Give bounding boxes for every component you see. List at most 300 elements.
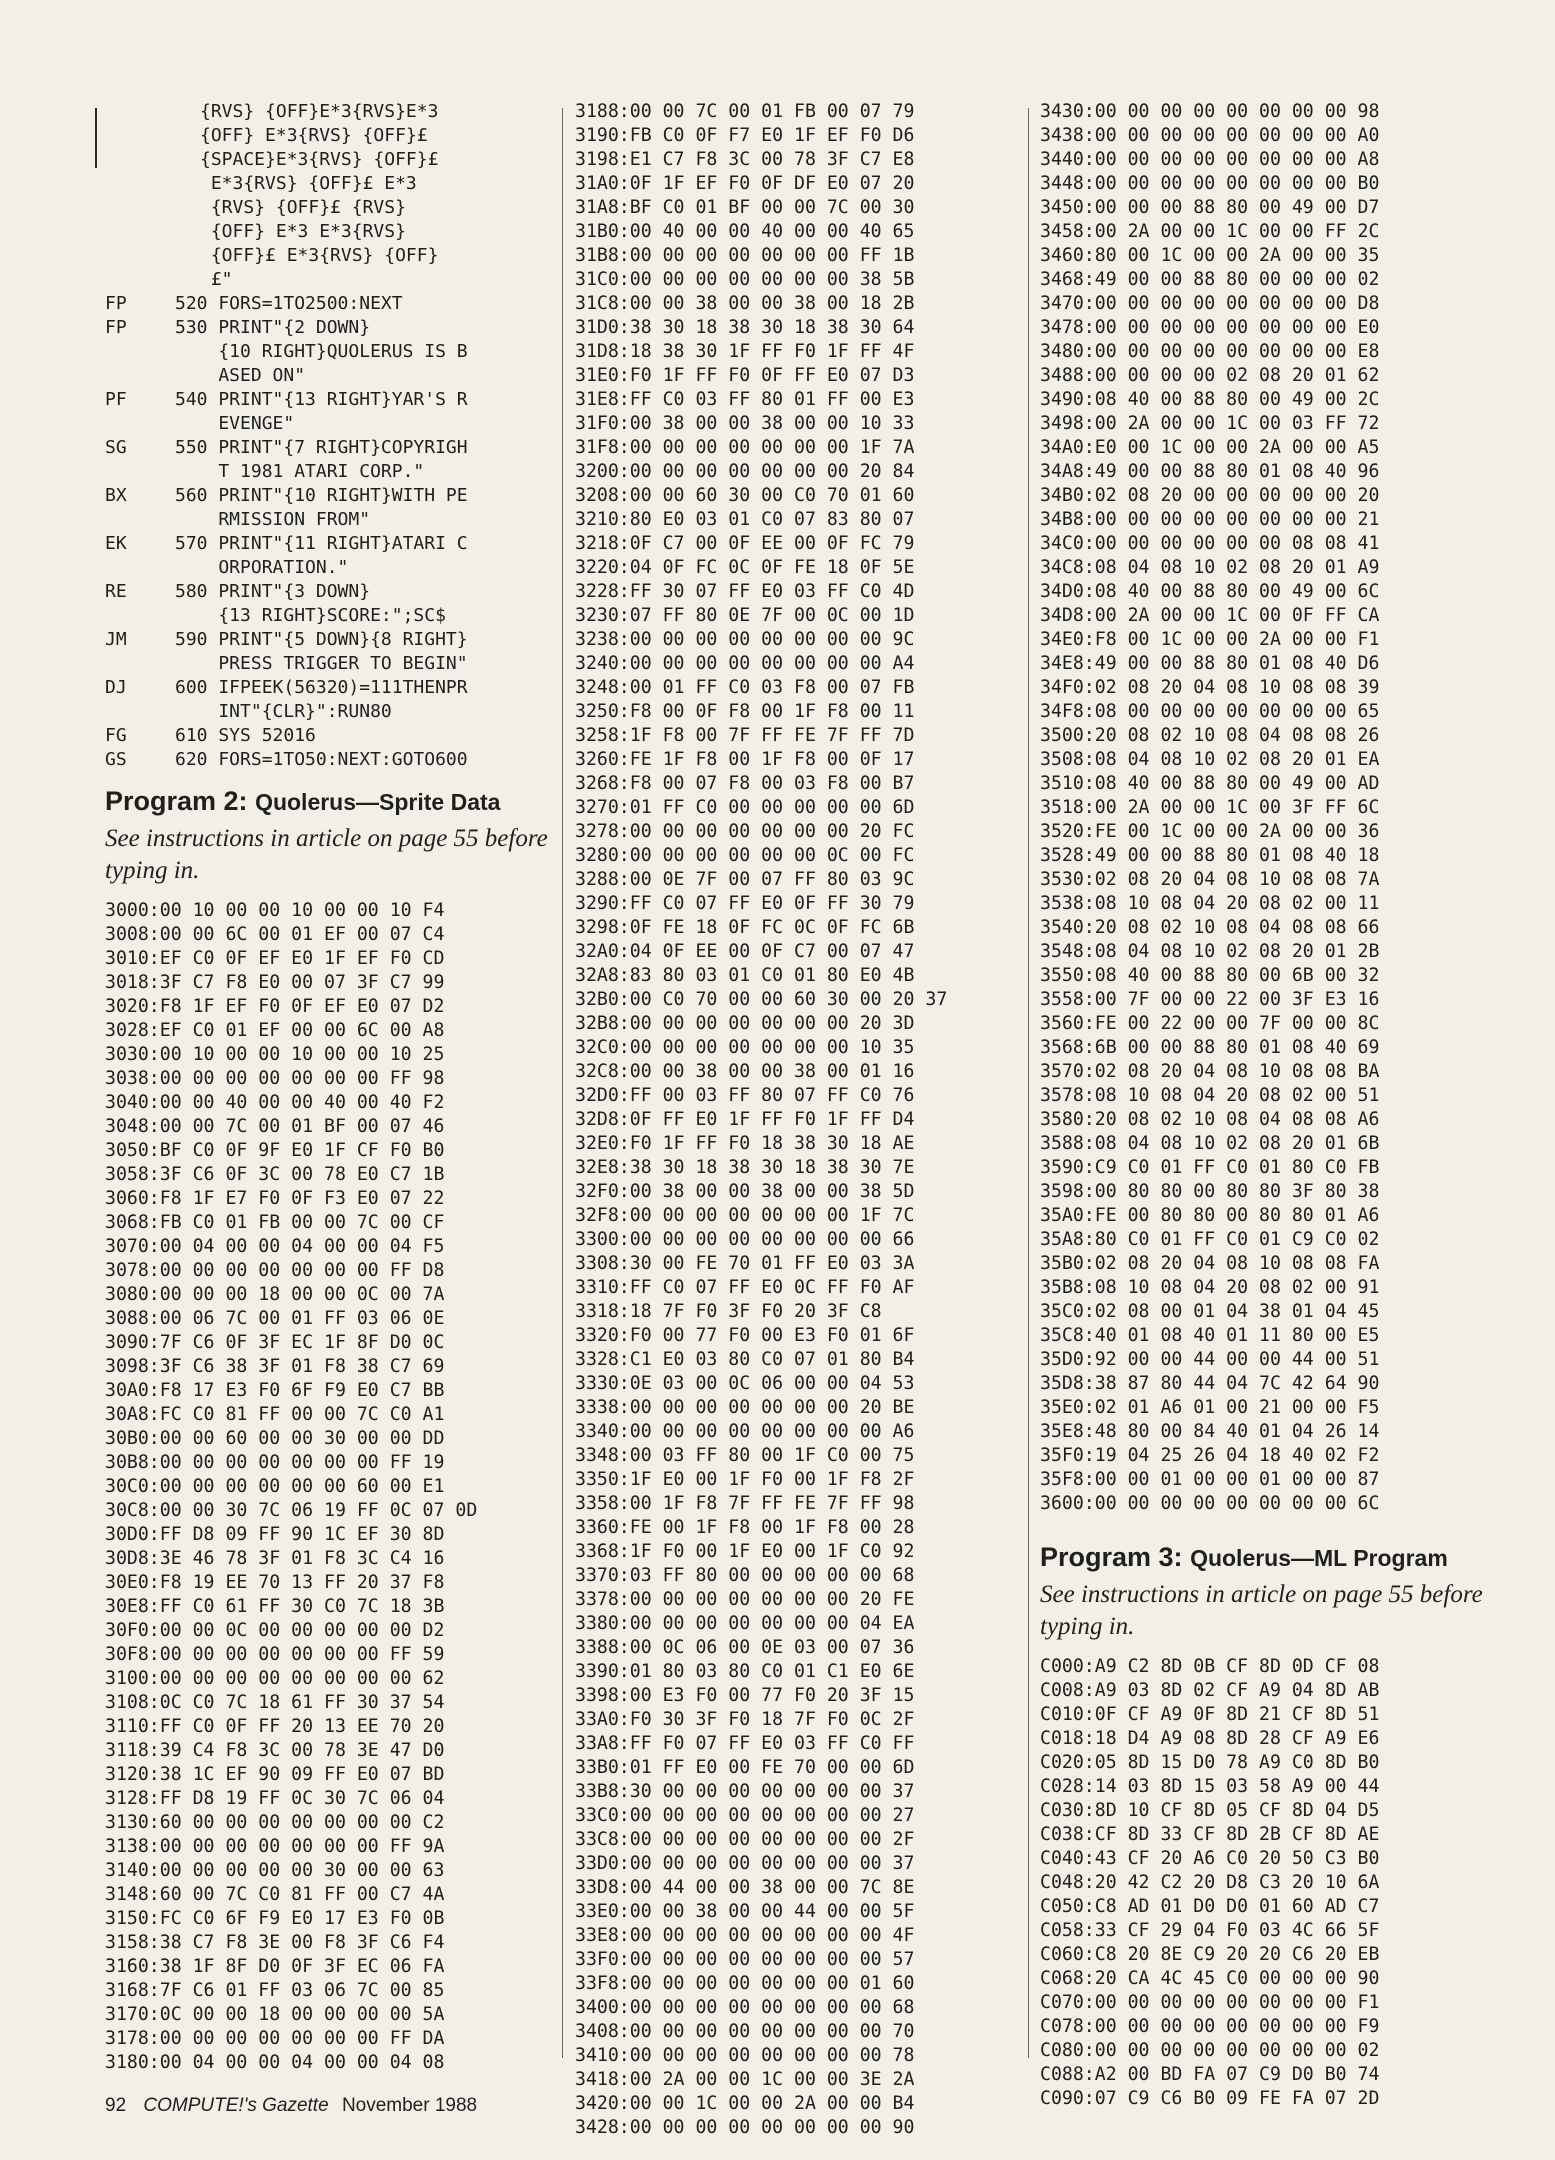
program-3-heading — [1040, 1542, 1490, 1573]
hex-line: 3390:01 80 03 80 C0 01 C1 E0 6E — [575, 1661, 915, 1682]
hex-line: 3350:1F E0 00 1F F0 00 1F F8 2F — [575, 1469, 915, 1490]
hex-line: C048:20 42 C2 20 D8 C3 20 10 6A — [1040, 1872, 1380, 1893]
hex-line: 3580:20 08 02 10 08 04 08 08 A6 — [1040, 1109, 1380, 1130]
hex-line: 3218:0F C7 00 0F EE 00 0F FC 79 — [575, 533, 915, 554]
page-footer — [105, 2095, 477, 2117]
hex-line: 3508:08 04 08 10 02 08 20 01 EA — [1040, 749, 1380, 770]
hex-line: 30E0:F8 19 EE 70 13 FF 20 37 F8 — [105, 1572, 445, 1593]
hex-line: C070:00 00 00 00 00 00 00 00 F1 — [1040, 1992, 1380, 2013]
hex-line: 3288:00 0E 7F 00 07 FF 80 03 9C — [575, 869, 915, 890]
hex-line: 3210:80 E0 03 01 C0 07 83 80 07 — [575, 509, 915, 530]
checksum: FP — [105, 317, 127, 338]
code-line — [105, 580, 555, 604]
hex-line: 3020:F8 1F EF F0 0F EF E0 07 D2 — [105, 996, 445, 1017]
code-line — [105, 436, 555, 460]
hex-line: 3090:7F C6 0F 3F EC 1F 8F D0 0C — [105, 1332, 445, 1353]
hex-line: 3270:01 FF C0 00 00 00 00 00 6D — [575, 797, 915, 818]
hex-line: 3450:00 00 00 88 80 00 49 00 D7 — [1040, 197, 1380, 218]
hex-line: 3478:00 00 00 00 00 00 00 00 E0 — [1040, 317, 1380, 338]
hex-line: 3198:E1 C7 F8 3C 00 78 3F C7 E8 — [575, 149, 915, 170]
code-line — [105, 532, 555, 556]
hex-line: 3058:3F C6 0F 3C 00 78 E0 C7 1B — [105, 1164, 445, 1185]
code-text: {13 RIGHT}SCORE:";SC$ — [175, 605, 446, 626]
hex-line: 30D0:FF D8 09 FF 90 1C EF 30 8D — [105, 1524, 445, 1545]
hex-line: 3310:FF C0 07 FF E0 0C FF F0 AF — [575, 1277, 915, 1298]
hex-line: 3300:00 00 00 00 00 00 00 00 66 — [575, 1229, 915, 1250]
code-line — [105, 724, 555, 748]
hex-line: 30A8:FC C0 81 FF 00 00 7C C0 A1 — [105, 1404, 445, 1425]
hex-line: 3060:F8 1F E7 F0 0F F3 E0 07 22 — [105, 1188, 445, 1209]
program-3-listing — [1040, 1655, 1490, 2111]
hex-line: 34F0:02 08 20 04 08 10 08 08 39 — [1040, 677, 1380, 698]
hex-line: 3228:FF 30 07 FF E0 03 FF C0 4D — [575, 581, 915, 602]
hex-line: 32A8:83 80 03 01 C0 01 80 E0 4B — [575, 965, 915, 986]
hex-line: 33D8:00 44 00 00 38 00 00 7C 8E — [575, 1877, 915, 1898]
hex-line: 31A8:BF C0 01 BF 00 00 7C 00 30 — [575, 197, 915, 218]
code-text: EVENGE" — [175, 413, 295, 434]
checksum — [105, 460, 175, 484]
hex-line: 3138:00 00 00 00 00 00 00 FF 9A — [105, 1836, 445, 1857]
hex-line: 3188:00 00 7C 00 01 FB 00 07 79 — [575, 101, 915, 122]
hex-line: 3440:00 00 00 00 00 00 00 00 A8 — [1040, 149, 1380, 170]
hex-line: 3190:FB C0 0F F7 E0 1F EF F0 D6 — [575, 125, 915, 146]
checksum: DJ — [105, 677, 127, 698]
hex-line: C050:C8 AD 01 D0 D0 01 60 AD C7 — [1040, 1896, 1380, 1917]
hex-line: 3010:EF C0 0F EF E0 1F EF F0 CD — [105, 948, 445, 969]
hex-line: 30C0:00 00 00 00 00 00 60 00 E1 — [105, 1476, 445, 1497]
checksum: JM — [105, 629, 127, 650]
hex-line: 30B8:00 00 00 00 00 00 00 FF 19 — [105, 1452, 445, 1473]
hex-line: 31B0:00 40 00 00 40 00 00 40 65 — [575, 221, 915, 242]
hex-line: 3248:00 01 FF C0 03 F8 00 07 FB — [575, 677, 915, 698]
code-text: 580 PRINT"{3 DOWN} — [175, 581, 371, 602]
hex-line: 3588:08 04 08 10 02 08 20 01 6B — [1040, 1133, 1380, 1154]
hex-line: 34F8:08 00 00 00 00 00 00 00 65 — [1040, 701, 1380, 722]
hex-line: 3430:00 00 00 00 00 00 00 00 98 — [1040, 101, 1380, 122]
hex-line: C008:A9 03 8D 02 CF A9 04 8D AB — [1040, 1680, 1380, 1701]
hex-line: 3298:0F FE 18 0F FC 0C 0F FC 6B — [575, 917, 915, 938]
hex-line: 3158:38 C7 F8 3E 00 F8 3F C6 F4 — [105, 1932, 445, 1953]
code-line — [105, 508, 555, 532]
hex-line: C068:20 CA 4C 45 C0 00 00 00 90 — [1040, 1968, 1380, 1989]
code-text: PRESS TRIGGER TO BEGIN" — [175, 653, 468, 674]
continuation-line: {RVS} {OFF}E*3{RVS}E*3 — [200, 101, 439, 122]
hex-line: 35E8:48 80 00 84 40 01 04 26 14 — [1040, 1421, 1380, 1442]
hex-line: 3320:F0 00 77 F0 00 E3 F0 01 6F — [575, 1325, 915, 1346]
hex-line: 3408:00 00 00 00 00 00 00 00 70 — [575, 2021, 915, 2042]
hex-line: 3178:00 00 00 00 00 00 00 FF DA — [105, 2028, 445, 2049]
hex-line: 32D8:0F FF E0 1F FF F0 1F FF D4 — [575, 1109, 915, 1130]
hex-line: 3468:49 00 00 88 80 00 00 00 02 — [1040, 269, 1380, 290]
hex-line: 3220:04 0F FC 0C 0F FE 18 0F 5E — [575, 557, 915, 578]
hex-line: 3110:FF C0 0F FF 20 13 EE 70 20 — [105, 1716, 445, 1737]
hex-line: 30B0:00 00 60 00 00 30 00 00 DD — [105, 1428, 445, 1449]
hex-line: 32F8:00 00 00 00 00 00 00 1F 7C — [575, 1205, 915, 1226]
program-2-listing-part-1 — [105, 899, 555, 2075]
hex-line: 3560:FE 00 22 00 00 7F 00 00 8C — [1040, 1013, 1380, 1034]
checksum — [105, 412, 175, 436]
hex-line: 3528:49 00 00 88 80 01 08 40 18 — [1040, 845, 1380, 866]
code-text: 550 PRINT"{7 RIGHT}COPYRIGH — [175, 437, 468, 458]
hex-line: 30F8:00 00 00 00 00 00 00 FF 59 — [105, 1644, 445, 1665]
hex-line: 35D0:92 00 00 44 00 00 44 00 51 — [1040, 1349, 1380, 1370]
hex-line: 3498:00 2A 00 00 1C 00 03 FF 72 — [1040, 413, 1380, 434]
hex-line: 3018:3F C7 F8 E0 00 07 3F C7 99 — [105, 972, 445, 993]
hex-line: 3290:FF C0 07 FF E0 0F FF 30 79 — [575, 893, 915, 914]
hex-line: 32C8:00 00 38 00 00 38 00 01 16 — [575, 1061, 915, 1082]
program-2-note: See instructions in article on page 55 before typing in. — [105, 825, 548, 884]
hex-line: 3500:20 08 02 10 08 04 08 08 26 — [1040, 725, 1380, 746]
hex-line: 3100:00 00 00 00 00 00 00 00 62 — [105, 1668, 445, 1689]
code-text: RMISSION FROM" — [175, 509, 371, 530]
code-text: 620 FORS=1TO50:NEXT:GOTO600 — [175, 749, 468, 770]
hex-line: C078:00 00 00 00 00 00 00 00 F9 — [1040, 2016, 1380, 2037]
hex-line: 3098:3F C6 38 3F 01 F8 38 C7 69 — [105, 1356, 445, 1377]
hex-line: 33C0:00 00 00 00 00 00 00 00 27 — [575, 1805, 915, 1826]
hex-line: 3200:00 00 00 00 00 00 00 20 84 — [575, 461, 915, 482]
hex-line: 31D8:18 38 30 1F FF F0 1F FF 4F — [575, 341, 915, 362]
code-text: 610 SYS 52016 — [175, 725, 316, 746]
hex-line: 34C0:00 00 00 00 00 00 08 08 41 — [1040, 533, 1380, 554]
hex-line: 35E0:02 01 A6 01 00 21 00 00 F5 — [1040, 1397, 1380, 1418]
hex-line: C010:0F CF A9 0F 8D 21 CF 8D 51 — [1040, 1704, 1380, 1725]
hex-line: 32E8:38 30 18 38 30 18 38 30 7E — [575, 1157, 915, 1178]
hex-line: 30E8:FF C0 61 FF 30 C0 7C 18 3B — [105, 1596, 445, 1617]
hex-line: 3530:02 08 20 04 08 10 08 08 7A — [1040, 869, 1380, 890]
hex-line: 33E0:00 00 38 00 00 44 00 00 5F — [575, 1901, 915, 1922]
hex-line: C030:8D 10 CF 8D 05 CF 8D 04 D5 — [1040, 1800, 1380, 1821]
hex-line: 3148:60 00 7C C0 81 FF 00 C7 4A — [105, 1884, 445, 1905]
column-rule-mid1 — [562, 108, 563, 2058]
hex-line: 3470:00 00 00 00 00 00 00 00 D8 — [1040, 293, 1380, 314]
hex-line: 3448:00 00 00 00 00 00 00 00 B0 — [1040, 173, 1380, 194]
hex-line: 35F8:00 00 01 00 00 01 00 00 87 — [1040, 1469, 1380, 1490]
page-number: 92 — [105, 2095, 127, 2116]
code-text: ORPORATION." — [175, 557, 349, 578]
hex-line: 3130:60 00 00 00 00 00 00 00 C2 — [105, 1812, 445, 1833]
hex-line: 3400:00 00 00 00 00 00 00 00 68 — [575, 1997, 915, 2018]
code-text: T 1981 ATARI CORP." — [175, 461, 425, 482]
hex-line: 3558:00 7F 00 00 22 00 3F E3 16 — [1040, 989, 1380, 1010]
hex-line: 32D0:FF 00 03 FF 80 07 FF C0 76 — [575, 1085, 915, 1106]
hex-line: 33E8:00 00 00 00 00 00 00 00 4F — [575, 1925, 915, 1946]
checksum: GS — [105, 749, 127, 770]
hex-line: 3420:00 00 1C 00 00 2A 00 00 B4 — [575, 2093, 915, 2114]
checksum — [105, 700, 175, 724]
hex-line: 3548:08 04 08 10 02 08 20 01 2B — [1040, 941, 1380, 962]
hex-line: 3040:00 00 40 00 00 40 00 40 F2 — [105, 1092, 445, 1113]
code-text: INT"{CLR}":RUN80 — [175, 701, 392, 722]
checksum — [105, 604, 175, 628]
checksum: FP — [105, 293, 127, 314]
hex-line: C080:00 00 00 00 00 00 00 00 02 — [1040, 2040, 1380, 2061]
continuation-line: {OFF}£ E*3{RVS} {OFF} — [200, 245, 439, 266]
hex-line: 3368:1F F0 00 1F E0 00 1F C0 92 — [575, 1541, 915, 1562]
hex-line: 31D0:38 30 18 38 30 18 38 30 64 — [575, 317, 915, 338]
listing-1-continuation — [105, 100, 555, 292]
hex-line: 3150:FC C0 6F F9 E0 17 E3 F0 0B — [105, 1908, 445, 1929]
program-3-title: Program 3: — [1040, 1542, 1183, 1572]
code-text: {10 RIGHT}QUOLERUS IS B — [175, 341, 468, 362]
code-text: 520 FORS=1TO2500:NEXT — [175, 293, 403, 314]
hex-line: 3118:39 C4 F8 3C 00 78 3E 47 D0 — [105, 1740, 445, 1761]
code-line — [105, 628, 555, 652]
checksum: RE — [105, 581, 127, 602]
hex-line: 3280:00 00 00 00 00 00 0C 00 FC — [575, 845, 915, 866]
hex-line: 32C0:00 00 00 00 00 00 00 10 35 — [575, 1037, 915, 1058]
hex-line: 35B8:08 10 08 04 20 08 02 00 91 — [1040, 1277, 1380, 1298]
hex-line: 3080:00 00 00 18 00 00 0C 00 7A — [105, 1284, 445, 1305]
hex-line: 33A0:F0 30 3F F0 18 7F F0 0C 2F — [575, 1709, 915, 1730]
hex-line: 3008:00 00 6C 00 01 EF 00 07 C4 — [105, 924, 445, 945]
continuation-line: {RVS} {OFF}£ {RVS} — [200, 197, 406, 218]
continuation-line: {OFF} E*3 E*3{RVS} — [200, 221, 406, 242]
hex-line: 31F8:00 00 00 00 00 00 00 1F 7A — [575, 437, 915, 458]
code-line — [105, 484, 555, 508]
hex-line: 3140:00 00 00 00 00 30 00 00 63 — [105, 1860, 445, 1881]
hex-line: 30F0:00 00 0C 00 00 00 00 00 D2 — [105, 1620, 445, 1641]
hex-line: 34E0:F8 00 1C 00 00 2A 00 00 F1 — [1040, 629, 1380, 650]
program-2-listing-part-3 — [1040, 100, 1490, 1516]
hex-line: 3510:08 40 00 88 80 00 49 00 AD — [1040, 773, 1380, 794]
checksum: SG — [105, 437, 127, 458]
hex-line: 3540:20 08 02 10 08 04 08 08 66 — [1040, 917, 1380, 938]
hex-line: 3088:00 06 7C 00 01 FF 03 06 0E — [105, 1308, 445, 1329]
hex-line: 33F8:00 00 00 00 00 00 00 01 60 — [575, 1973, 915, 1994]
code-text: 600 IFPEEK(56320)=111THENPR — [175, 677, 468, 698]
hex-line: 3488:00 00 00 00 02 08 20 01 62 — [1040, 365, 1380, 386]
hex-line: C000:A9 C2 8D 0B CF 8D 0D CF 08 — [1040, 1656, 1380, 1677]
program-2-listing-part-2 — [575, 100, 1010, 2140]
hex-line: 3208:00 00 60 30 00 C0 70 01 60 — [575, 485, 915, 506]
hex-line: 3258:1F F8 00 7F FF FE 7F FF 7D — [575, 725, 915, 746]
checksum: EK — [105, 533, 127, 554]
column-rule-mid2 — [1028, 108, 1029, 2058]
hex-line: 3108:0C C0 7C 18 61 FF 30 37 54 — [105, 1692, 445, 1713]
hex-line: 33A8:FF F0 07 FF E0 03 FF C0 FF — [575, 1733, 915, 1754]
hex-line: 3328:C1 E0 03 80 C0 07 01 80 B4 — [575, 1349, 915, 1370]
hex-line: 34B8:00 00 00 00 00 00 00 00 21 — [1040, 509, 1380, 530]
hex-line: C038:CF 8D 33 CF 8D 2B CF 8D AE — [1040, 1824, 1380, 1845]
column-3 — [1040, 100, 1490, 2111]
hex-line: 3520:FE 00 1C 00 00 2A 00 00 36 — [1040, 821, 1380, 842]
hex-line: 3598:00 80 80 00 80 80 3F 80 38 — [1040, 1181, 1380, 1202]
hex-line: 31E0:F0 1F FF F0 0F FF E0 07 D3 — [575, 365, 915, 386]
hex-line: 3030:00 10 00 00 10 00 00 10 25 — [105, 1044, 445, 1065]
hex-line: 30D8:3E 46 78 3F 01 F8 3C C4 16 — [105, 1548, 445, 1569]
hex-line: 3318:18 7F F0 3F F0 20 3F C8 — [575, 1301, 882, 1322]
checksum — [105, 652, 175, 676]
code-text: 590 PRINT"{5 DOWN}{8 RIGHT} — [175, 629, 468, 650]
program-3-note: See instructions in article on page 55 before typing in. — [1040, 1581, 1483, 1640]
hex-line: 33C8:00 00 00 00 00 00 00 00 2F — [575, 1829, 915, 1850]
hex-line: 3078:00 00 00 00 00 00 00 FF D8 — [105, 1260, 445, 1281]
hex-line: C058:33 CF 29 04 F0 03 4C 66 5F — [1040, 1920, 1380, 1941]
hex-line: 35A0:FE 00 80 80 00 80 80 01 A6 — [1040, 1205, 1380, 1226]
hex-line: C090:07 C9 C6 B0 09 FE FA 07 2D — [1040, 2088, 1380, 2109]
hex-line: 3570:02 08 20 04 08 10 08 08 BA — [1040, 1061, 1380, 1082]
hex-line: 31B8:00 00 00 00 00 00 00 FF 1B — [575, 245, 915, 266]
hex-line: 35F0:19 04 25 26 04 18 40 02 F2 — [1040, 1445, 1380, 1466]
hex-line: 3568:6B 00 00 88 80 01 08 40 69 — [1040, 1037, 1380, 1058]
checksum — [105, 508, 175, 532]
listing-1-code — [105, 292, 555, 772]
code-line — [105, 652, 555, 676]
hex-line: 3168:7F C6 01 FF 03 06 7C 00 85 — [105, 1980, 445, 2001]
hex-line: 31E8:FF C0 03 FF 80 01 FF 00 E3 — [575, 389, 915, 410]
hex-line: 3370:03 FF 80 00 00 00 00 00 68 — [575, 1565, 915, 1586]
code-text: ASED ON" — [175, 365, 306, 386]
hex-line: 32E0:F0 1F FF F0 18 38 30 18 AE — [575, 1133, 915, 1154]
code-line — [105, 676, 555, 700]
hex-line: 31C0:00 00 00 00 00 00 00 38 5B — [575, 269, 915, 290]
hex-line: 3380:00 00 00 00 00 00 00 04 EA — [575, 1613, 915, 1634]
program-3-subtitle: Quolerus—ML Program — [1190, 1545, 1448, 1571]
hex-line: 3398:00 E3 F0 00 77 F0 20 3F 15 — [575, 1685, 915, 1706]
hex-line: 3378:00 00 00 00 00 00 00 20 FE — [575, 1589, 915, 1610]
checksum: BX — [105, 485, 127, 506]
code-line — [105, 604, 555, 628]
hex-line: 3128:FF D8 19 FF 0C 30 7C 06 04 — [105, 1788, 445, 1809]
hex-line: 3490:08 40 00 88 80 00 49 00 2C — [1040, 389, 1380, 410]
hex-line: 3160:38 1F 8F D0 0F 3F EC 06 FA — [105, 1956, 445, 1977]
code-line — [105, 412, 555, 436]
hex-line: 3180:00 04 00 00 04 00 00 04 08 — [105, 2052, 445, 2073]
hex-line: 32B8:00 00 00 00 00 00 00 20 3D — [575, 1013, 915, 1034]
hex-line: 3578:08 10 08 04 20 08 02 00 51 — [1040, 1085, 1380, 1106]
hex-line: 3538:08 10 08 04 20 08 02 00 11 — [1040, 893, 1380, 914]
hex-line: C018:18 D4 A9 08 8D 28 CF A9 E6 — [1040, 1728, 1380, 1749]
hex-line: 3358:00 1F F8 7F FF FE 7F FF 98 — [575, 1493, 915, 1514]
hex-line: 33D0:00 00 00 00 00 00 00 00 37 — [575, 1853, 915, 1874]
hex-line: 3260:FE 1F F8 00 1F F8 00 0F 17 — [575, 749, 915, 770]
hex-line: 3458:00 2A 00 00 1C 00 00 FF 2C — [1040, 221, 1380, 242]
hex-line: 34A8:49 00 00 88 80 01 08 40 96 — [1040, 461, 1380, 482]
column-rule-left — [95, 108, 97, 168]
hex-line: 34A0:E0 00 1C 00 00 2A 00 00 A5 — [1040, 437, 1380, 458]
code-line — [105, 316, 555, 340]
checksum: PF — [105, 389, 127, 410]
hex-line: 30C8:00 00 30 7C 06 19 FF 0C 07 0D — [105, 1500, 478, 1521]
code-text: 570 PRINT"{11 RIGHT}ATARI C — [175, 533, 468, 554]
code-line — [105, 340, 555, 364]
hex-line: 34E8:49 00 00 88 80 01 08 40 D6 — [1040, 653, 1380, 674]
hex-line: 3338:00 00 00 00 00 00 00 20 BE — [575, 1397, 915, 1418]
hex-line: 31F0:00 38 00 00 38 00 00 10 33 — [575, 413, 915, 434]
hex-line: 35A8:80 C0 01 FF C0 01 C9 C0 02 — [1040, 1229, 1380, 1250]
hex-line: 3070:00 04 00 00 04 00 00 04 F5 — [105, 1236, 445, 1257]
hex-line: 3590:C9 C0 01 FF C0 01 80 C0 FB — [1040, 1157, 1380, 1178]
continuation-line: {OFF} E*3{RVS} {OFF}£ — [200, 125, 428, 146]
hex-line: C060:C8 20 8E C9 20 20 C6 20 EB — [1040, 1944, 1380, 1965]
hex-line: 3388:00 0C 06 00 0E 03 00 07 36 — [575, 1637, 915, 1658]
code-line — [105, 460, 555, 484]
code-text: 530 PRINT"{2 DOWN} — [175, 317, 371, 338]
code-line — [105, 748, 555, 772]
hex-line: 33F0:00 00 00 00 00 00 00 00 57 — [575, 1949, 915, 1970]
checksum — [105, 340, 175, 364]
program-2-heading — [105, 786, 555, 817]
hex-line: 31A0:0F 1F EF F0 0F DF E0 07 20 — [575, 173, 915, 194]
continuation-line: £" — [200, 269, 233, 290]
hex-line: 3518:00 2A 00 00 1C 00 3F FF 6C — [1040, 797, 1380, 818]
column-2 — [575, 100, 1010, 2140]
hex-line: 3230:07 FF 80 0E 7F 00 0C 00 1D — [575, 605, 915, 626]
hex-line: 32B0:00 C0 70 00 00 60 30 00 20 37 — [575, 989, 948, 1010]
hex-line: 3050:BF C0 0F 9F E0 1F CF F0 B0 — [105, 1140, 445, 1161]
hex-line: 3170:0C 00 00 18 00 00 00 00 5A — [105, 2004, 445, 2025]
checksum — [105, 364, 175, 388]
hex-line: 35C8:40 01 08 40 01 11 80 00 E5 — [1040, 1325, 1380, 1346]
hex-line: 3238:00 00 00 00 00 00 00 00 9C — [575, 629, 915, 650]
hex-line: 3038:00 00 00 00 00 00 00 FF 98 — [105, 1068, 445, 1089]
issue-date: November 1988 — [341, 2095, 478, 2116]
code-line — [105, 388, 555, 412]
hex-line: 3460:80 00 1C 00 00 2A 00 00 35 — [1040, 245, 1380, 266]
hex-line: 3480:00 00 00 00 00 00 00 00 E8 — [1040, 341, 1380, 362]
code-line — [105, 556, 555, 580]
hex-line: 3428:00 00 00 00 00 00 00 00 90 — [575, 2117, 915, 2138]
hex-line: 3000:00 10 00 00 10 00 00 10 F4 — [105, 900, 445, 921]
hex-line: C028:14 03 8D 15 03 58 A9 00 44 — [1040, 1776, 1380, 1797]
code-line — [105, 364, 555, 388]
code-line — [105, 292, 555, 316]
program-2-title: Program 2: — [105, 786, 248, 816]
program-2-subtitle: Quolerus—Sprite Data — [255, 789, 501, 815]
hex-line: 3120:38 1C EF 90 09 FF E0 07 BD — [105, 1764, 445, 1785]
hex-line: 3308:30 00 FE 70 01 FF E0 03 3A — [575, 1253, 915, 1274]
hex-line: 3330:0E 03 00 0C 06 00 00 04 53 — [575, 1373, 915, 1394]
code-text: 560 PRINT"{10 RIGHT}WITH PE — [175, 485, 468, 506]
hex-line: 3410:00 00 00 00 00 00 00 00 78 — [575, 2045, 915, 2066]
hex-line: 3240:00 00 00 00 00 00 00 00 A4 — [575, 653, 915, 674]
hex-line: 32F0:00 38 00 00 38 00 00 38 5D — [575, 1181, 915, 1202]
hex-line: 3250:F8 00 0F F8 00 1F F8 00 11 — [575, 701, 915, 722]
hex-line: 31C8:00 00 38 00 00 38 00 18 2B — [575, 293, 915, 314]
hex-line: 34D8:00 2A 00 00 1C 00 0F FF CA — [1040, 605, 1380, 626]
hex-line: 33B0:01 FF E0 00 FE 70 00 00 6D — [575, 1757, 915, 1778]
hex-line: 3068:FB C0 01 FB 00 00 7C 00 CF — [105, 1212, 445, 1233]
hex-line: 3028:EF C0 01 EF 00 00 6C 00 A8 — [105, 1020, 445, 1041]
checksum: FG — [105, 725, 127, 746]
hex-line: 3550:08 40 00 88 80 00 6B 00 32 — [1040, 965, 1380, 986]
hex-line: 34D0:08 40 00 88 80 00 49 00 6C — [1040, 581, 1380, 602]
hex-line: 35D8:38 87 80 44 04 7C 42 64 90 — [1040, 1373, 1380, 1394]
hex-line: 32A0:04 0F EE 00 0F C7 00 07 47 — [575, 941, 915, 962]
continuation-line: E*3{RVS} {OFF}£ E*3 — [200, 173, 417, 194]
continuation-line: {SPACE}E*3{RVS} {OFF}£ — [200, 149, 439, 170]
magazine-name: COMPUTE!'s Gazette — [143, 2095, 329, 2116]
hex-line: 35B0:02 08 20 04 08 10 08 08 FA — [1040, 1253, 1380, 1274]
hex-line: C088:A2 00 BD FA 07 C9 D0 B0 74 — [1040, 2064, 1380, 2085]
hex-line: 35C0:02 08 00 01 04 38 01 04 45 — [1040, 1301, 1380, 1322]
hex-line: C040:43 CF 20 A6 C0 20 50 C3 B0 — [1040, 1848, 1380, 1869]
hex-line: 30A0:F8 17 E3 F0 6F F9 E0 C7 BB — [105, 1380, 445, 1401]
hex-line: 34B0:02 08 20 00 00 00 00 00 20 — [1040, 485, 1380, 506]
code-line — [105, 700, 555, 724]
hex-line: 3418:00 2A 00 00 1C 00 00 3E 2A — [575, 2069, 915, 2090]
code-text: 540 PRINT"{13 RIGHT}YAR'S R — [175, 389, 468, 410]
hex-line: 3268:F8 00 07 F8 00 03 F8 00 B7 — [575, 773, 915, 794]
hex-line: 33B8:30 00 00 00 00 00 00 00 37 — [575, 1781, 915, 1802]
hex-line: 3278:00 00 00 00 00 00 00 20 FC — [575, 821, 915, 842]
hex-line: 3348:00 03 FF 80 00 1F C0 00 75 — [575, 1445, 915, 1466]
hex-line: 3340:00 00 00 00 00 00 00 00 A6 — [575, 1421, 915, 1442]
hex-line: 34C8:08 04 08 10 02 08 20 01 A9 — [1040, 557, 1380, 578]
hex-line: C020:05 8D 15 D0 78 A9 C0 8D B0 — [1040, 1752, 1380, 1773]
hex-line: 3600:00 00 00 00 00 00 00 00 6C — [1040, 1493, 1380, 1514]
column-1 — [105, 100, 555, 2075]
